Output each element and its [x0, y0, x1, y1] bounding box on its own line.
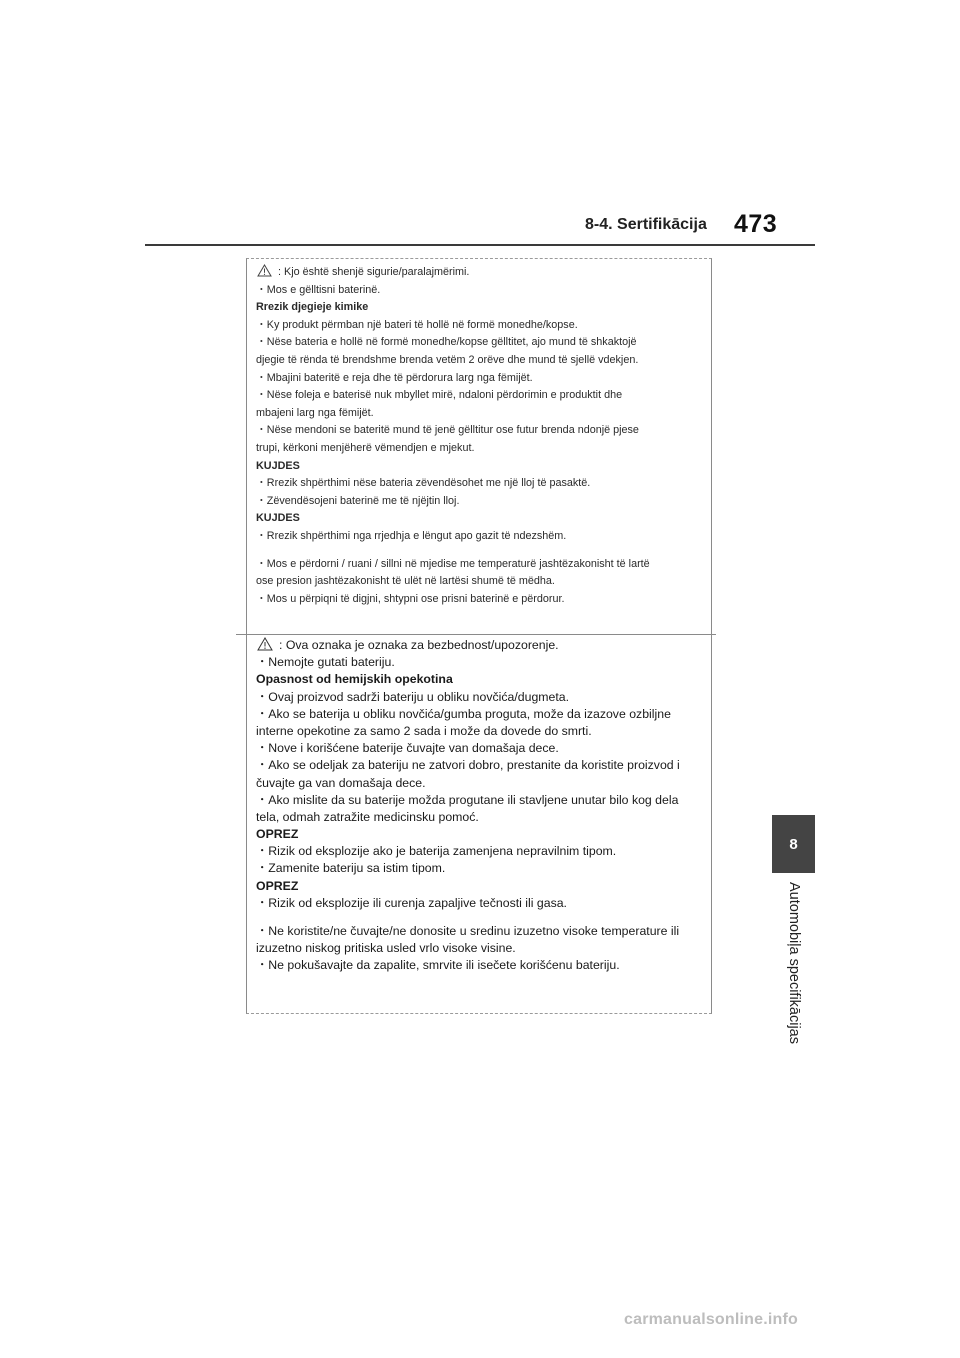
text-line: ・Ovaj proizvod sadrži bateriju u obliku novčića/dugmeta. [256, 689, 570, 704]
text-line: ・Ako mislite da su baterije možda progutane ili stavljene unutar bilo kog dela [256, 792, 679, 807]
text-line: ・Nëse bateria e hollë në formë monedhe/kopse gëlltitet, ajo mund të shkaktojë [256, 336, 637, 349]
symbol-note-line [256, 264, 706, 282]
text-line: trupi, kërkoni menjëherë vëmendjen e mjekut. [256, 441, 475, 454]
text-line: ・Mbajini bateritë e reja dhe të përdorura larg nga fëmijët. [256, 371, 533, 384]
watermark: carmanualsonline.info [624, 1311, 799, 1328]
text-line: ・Ako se odeljak za bateriju ne zatvori dobro, prestanite da koristite proizvod i [256, 758, 680, 773]
text-line: ose presion jashtëzakonisht të ulët në lartësi shumë të mëdha. [256, 575, 555, 588]
text-line: čuvajte ga van domašaja dece. [256, 775, 426, 790]
section-heading: OPREZ [256, 827, 299, 842]
chapter-title: Automobiļa specifikācijas [786, 882, 802, 1044]
serbian-section [256, 637, 706, 975]
text-line: ・Zëvendësojeni baterinë me të njëjtin lloj. [256, 494, 460, 507]
symbol-note: : Kjo është shenjë sigurie/paralajmërimi. [278, 266, 470, 278]
text-line: djegie të rënda të brendshme brenda vetëm 2 orëve dhe mund të sjellë vdekjen. [256, 353, 639, 366]
section-divider [236, 634, 716, 635]
text-line: tela, odmah zatražite medicinsku pomoć. [256, 809, 479, 824]
text-line: ・Rizik od eksplozije ako je baterija zamenjena nepravilnim tipom. [256, 844, 617, 859]
section-heading: KUJDES [256, 459, 300, 472]
text-line: ・Nove i korišćene baterije čuvajte van domašaja dece. [256, 741, 559, 756]
section-title: 8-4. Sertifikācija [585, 216, 707, 233]
text-line: ・Nemojte gutati bateriju. [256, 655, 395, 670]
text-line: ・Mos e përdorni / ruani / sillni në mjedise me temperaturë jashtëzakonisht të lartë [256, 557, 650, 570]
text-line: izuzetno niskog pritiska usled vrlo visoke visine. [256, 941, 516, 956]
warning-triangle-icon [257, 637, 273, 651]
text-line: interne opekotine za samo 2 sada i može da dovede do smrti. [256, 723, 592, 738]
chapter-tab[interactable] [772, 815, 815, 873]
text-line: mbajeni larg nga fëmijët. [256, 406, 374, 419]
text-line: ・Rizik od eksplozije ili curenja zapaljive tečnosti ili gasa. [256, 895, 567, 910]
text-line: ・Ky produkt përmban një bateri të hollë në formë monedhe/kopse. [256, 318, 578, 331]
chapter-number: 8 [789, 835, 798, 853]
page-number: 473 [734, 210, 778, 238]
symbol-note: : Ova oznaka je oznaka za bezbednost/upozorenje. [279, 638, 559, 652]
text-line: ・Mos e gëlltisni baterinë. [256, 283, 381, 296]
albanian-section [256, 264, 706, 608]
text-line: ・Nëse mendoni se bateritë mund të jenë gëlltitur ose futur brenda ndonjë pjese [256, 424, 639, 437]
text-line: ・Mos u përpiqni të digjni, shtypni ose prisni baterinë e përdorur. [256, 592, 565, 605]
section-heading: OPREZ [256, 878, 299, 893]
text-line: ・Ako se baterija u obliku novčića/gumba proguta, može da izazove ozbiljne [256, 706, 671, 721]
section-heading: Rrezik djegieje kimike [256, 301, 369, 314]
header-divider [145, 244, 815, 246]
text-line: ・Ne pokušavajte da zapalite, smrvite ili isečete korišćenu bateriju. [256, 958, 620, 973]
text-line: ・Zamenite bateriju sa istim tipom. [256, 861, 446, 876]
text-line: ・Rrezik shpërthimi nëse bateria zëvendësohet me një lloj të pasaktë. [256, 477, 591, 490]
section-heading: Opasnost od hemijskih opekotina [256, 672, 453, 687]
warning-triangle-icon [257, 264, 272, 277]
text-line: ・Ne koristite/ne čuvajte/ne donosite u sredinu izuzetno visoke temperature ili [256, 924, 680, 938]
text-line: ・Rrezik shpërthimi nga rrjedhja e lëngut apo gazit të ndezshëm. [256, 529, 567, 542]
section-heading: KUJDES [256, 512, 300, 525]
text-line: ・Nëse foleja e baterisë nuk mbyllet mirë, ndaloni përdorimin e produktit dhe [256, 389, 623, 402]
symbol-note-line [256, 637, 706, 654]
